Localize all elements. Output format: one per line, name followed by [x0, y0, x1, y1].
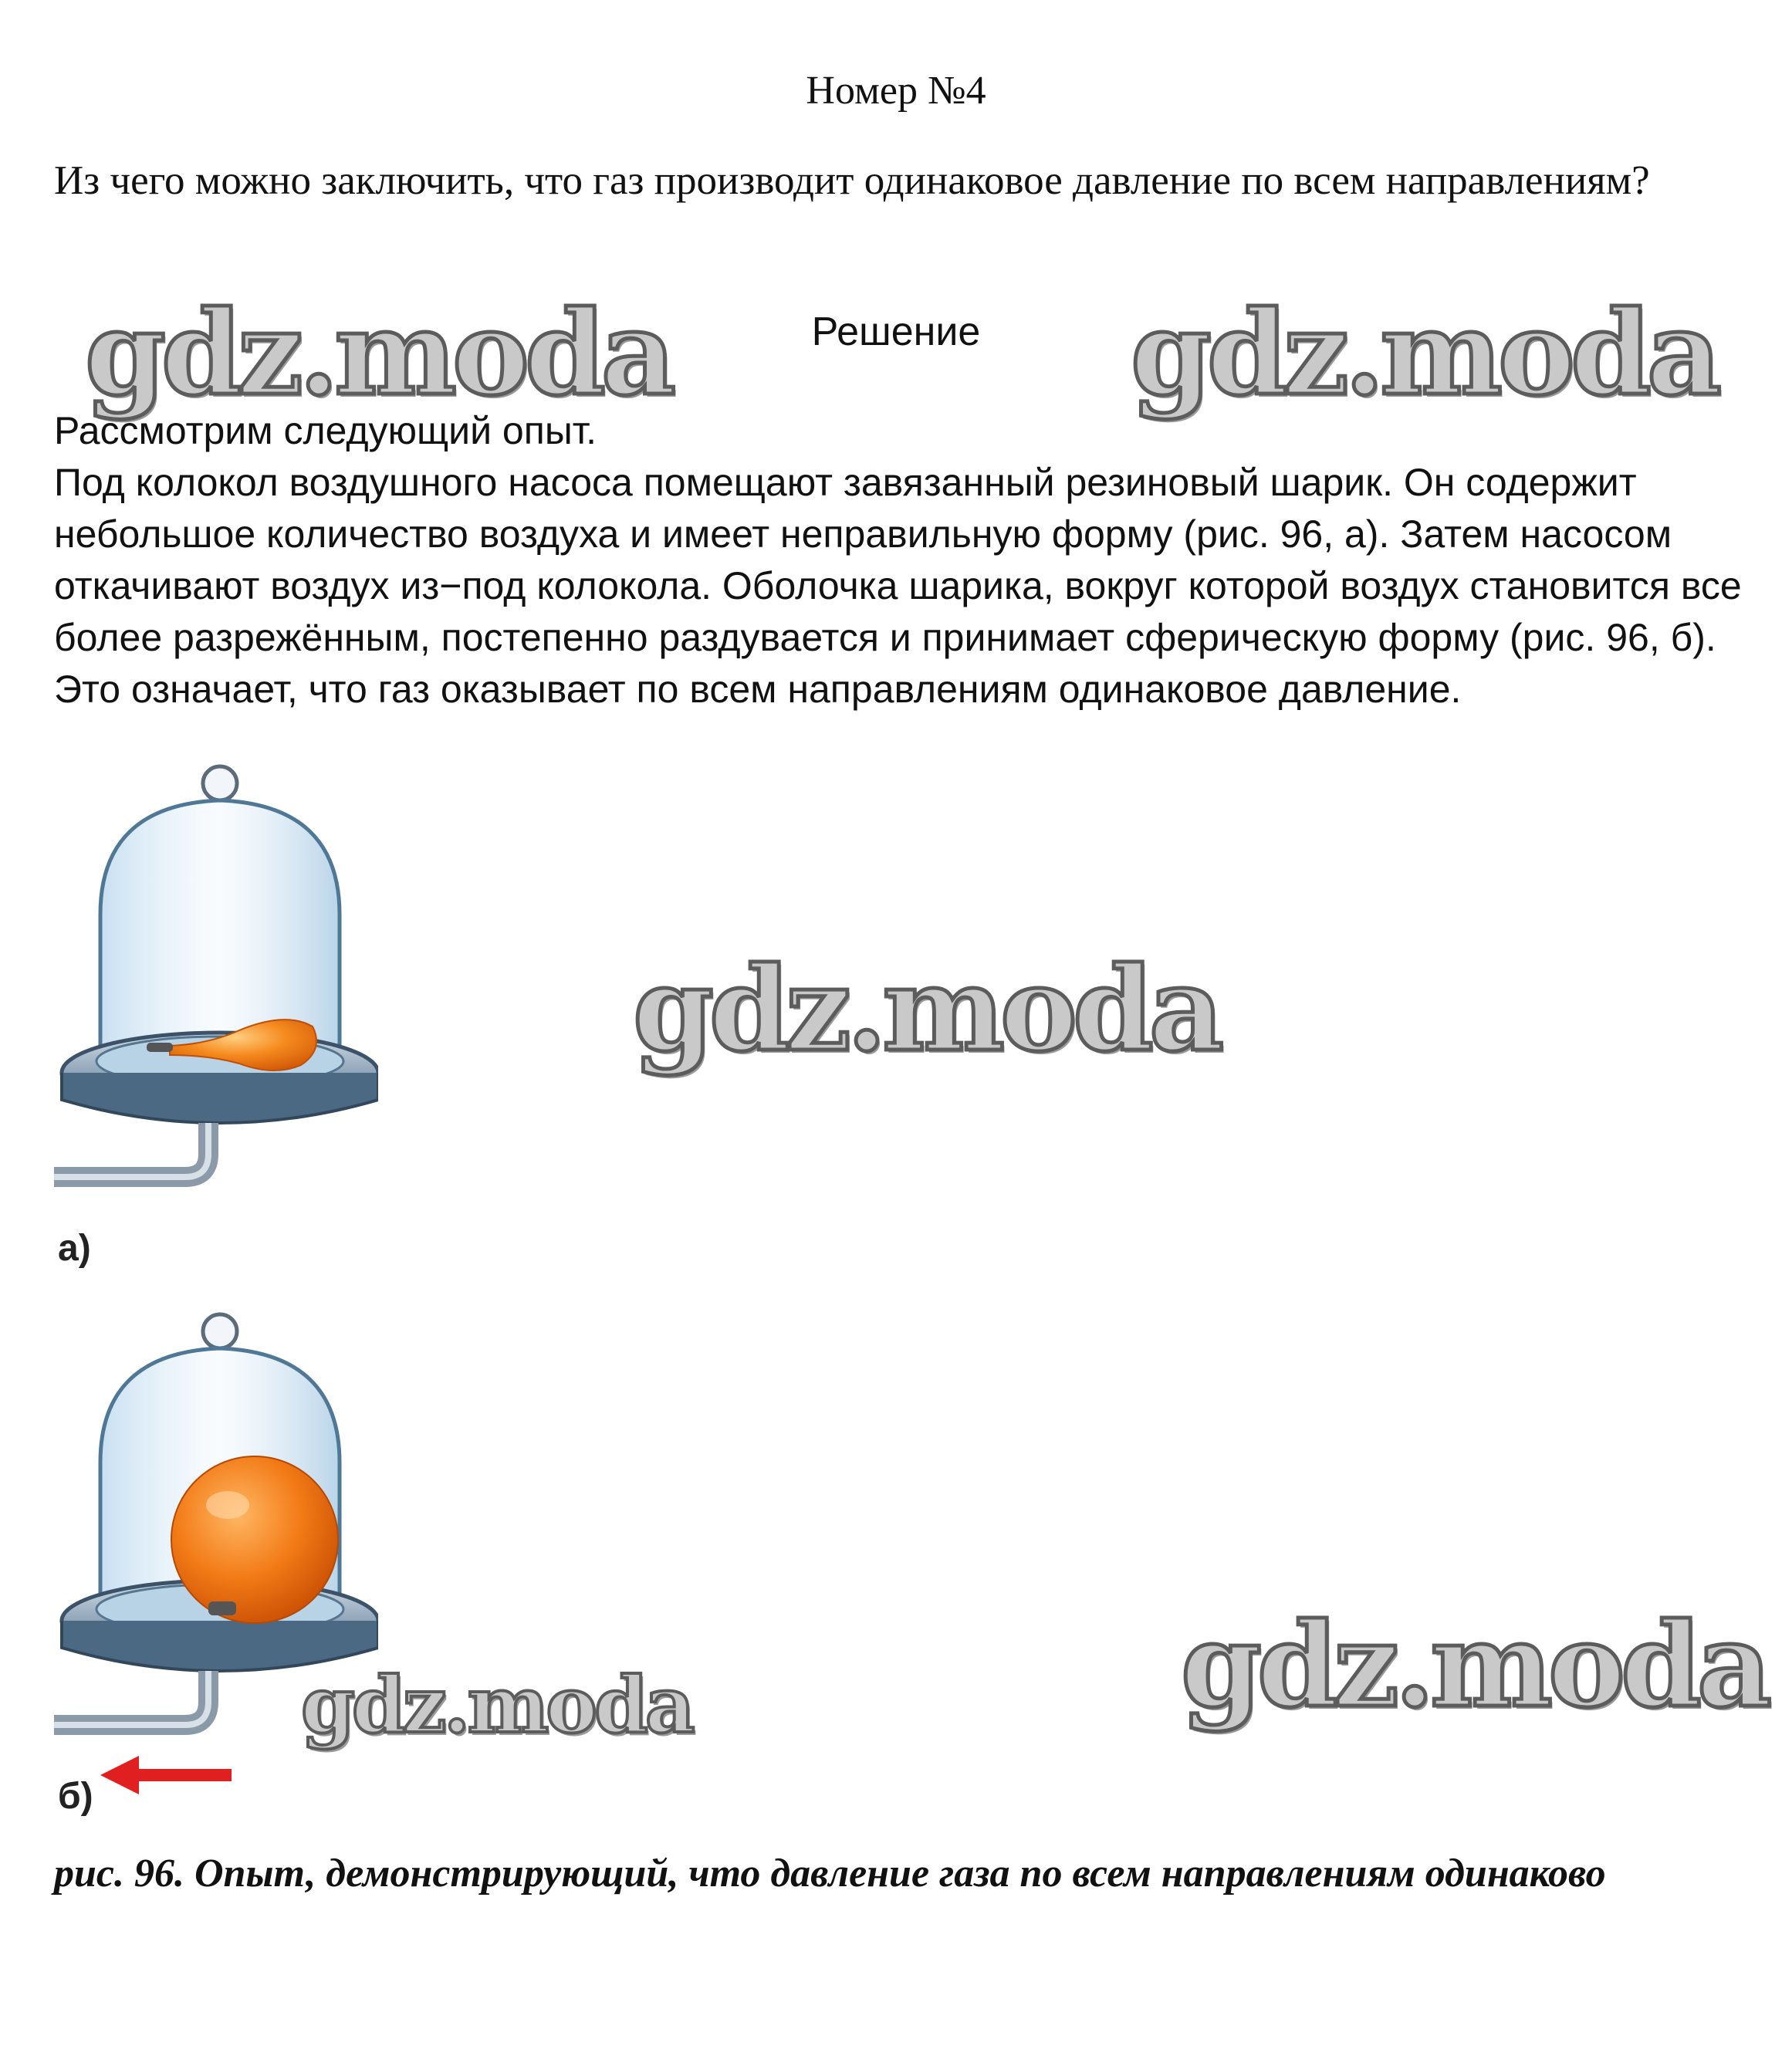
solution-heading: Решение [811, 309, 981, 354]
watermark-top-right: gdz.moda [1131, 286, 1718, 421]
figure-b-label: б) [58, 1776, 93, 1817]
watermark-bottom-right: gdz.moda [1181, 1598, 1768, 1733]
figure-caption: рис. 96. Опыт, демонстрирующий, что давление газа по всем направлениям одинаково [54, 1852, 1606, 1896]
question-text: Из чего можно заключить, что газ производит одинаковое давление по всем направлениям? [54, 158, 1650, 203]
body-line-intro: Рассмотрим следующий опыт. [54, 409, 597, 452]
balloon-inflated [171, 1456, 338, 1623]
page-title: Номер №4 [806, 69, 986, 113]
pump-pipe [54, 1123, 208, 1177]
solution-body [54, 405, 1752, 715]
watermark-top-left: gdz.moda [85, 286, 672, 421]
pump-pipe [54, 1671, 208, 1725]
figure-a-label: а) [58, 1228, 91, 1269]
figure-a-bell-jar [54, 760, 378, 1200]
bell-knob [203, 766, 237, 800]
watermark-small: gdz.moda [301, 1659, 692, 1750]
body-paragraph: Под колокол воздушного насоса помещают завязанный резиновый шарик. Он содержит небольшое количество воздуха и имеет неправильную форму (рис. 96, а). Затем насосом откачивают воздух из−под колокола. Оболочка шарика, вокруг которой воздух становится все более разрежённым, постепенно раздувается и принимает сферическую форму (рис. 96, б). Это означает, что газ оказывает по всем направлениям одинаковое давление. [54, 461, 1742, 711]
bell-knob [203, 1314, 237, 1348]
watermark-center: gdz.moda [633, 942, 1220, 1077]
